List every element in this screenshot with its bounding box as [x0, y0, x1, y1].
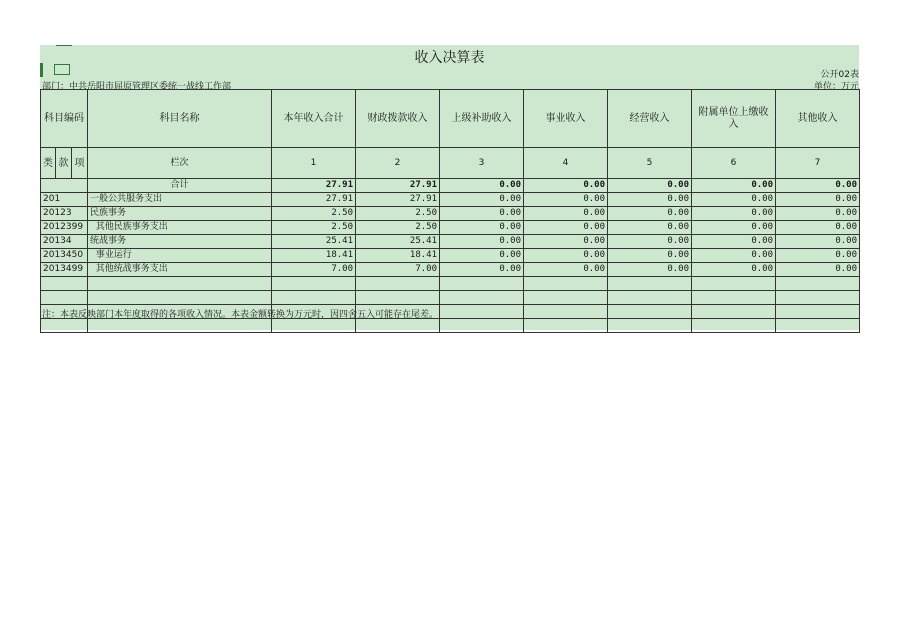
amount-cell: 27.91 [272, 193, 356, 207]
amount-cell: 2.50 [356, 207, 440, 221]
empty-row [41, 277, 860, 291]
amount-cell: 7.00 [356, 263, 440, 277]
amount-cell: 0.00 [692, 221, 776, 235]
total-cell: 0.00 [776, 179, 860, 193]
table-row [41, 249, 860, 263]
subject-code: 2013450 [41, 249, 88, 263]
table-row [41, 235, 860, 249]
amount-cell: 0.00 [608, 235, 692, 249]
total-cell: 0.00 [440, 179, 524, 193]
amount-cell: 0.00 [776, 193, 860, 207]
amount-cell: 18.41 [272, 249, 356, 263]
amount-cell: 0.00 [524, 235, 608, 249]
amount-cell: 0.00 [440, 207, 524, 221]
amount-cell: 0.00 [440, 235, 524, 249]
col-num: 3 [440, 148, 524, 179]
amount-cell: 0.00 [524, 249, 608, 263]
amount-cell: 0.00 [440, 249, 524, 263]
amount-cell: 0.00 [776, 249, 860, 263]
col-num: 1 [272, 148, 356, 179]
amount-cell: 2.50 [272, 221, 356, 235]
header-operating: 经营收入 [608, 90, 692, 148]
subject-name: 一般公共服务支出 [88, 193, 272, 207]
amount-cell: 0.00 [440, 193, 524, 207]
total-row [41, 179, 860, 193]
form-code: 公开02表 [820, 70, 859, 80]
header-xiang: 项 [72, 148, 88, 179]
table-row [41, 263, 860, 277]
amount-cell: 0.00 [692, 193, 776, 207]
amount-cell: 0.00 [608, 249, 692, 263]
lanci-label: 栏次 [88, 148, 272, 179]
subject-name: 统战事务 [88, 235, 272, 249]
header-lei: 类 [41, 148, 56, 179]
amount-cell: 0.00 [692, 235, 776, 249]
amount-cell: 0.00 [440, 263, 524, 277]
header-business: 事业收入 [524, 90, 608, 148]
amount-cell: 0.00 [524, 193, 608, 207]
header-code: 科目编码 [41, 90, 88, 148]
amount-cell: 0.00 [608, 263, 692, 277]
amount-cell: 0.00 [440, 221, 524, 235]
subject-name: 事业运行 [88, 249, 272, 263]
unit-label: 单位：万元 [813, 82, 859, 92]
empty-row [41, 291, 860, 305]
amount-cell: 0.00 [524, 207, 608, 221]
col-num: 7 [776, 148, 860, 179]
subject-name: 民族事务 [88, 207, 272, 221]
table-row [41, 207, 860, 221]
amount-cell: 27.91 [356, 193, 440, 207]
amount-cell: 25.41 [272, 235, 356, 249]
total-cell: 0.00 [692, 179, 776, 193]
subject-name: 其他民族事务支出 [88, 221, 272, 235]
col-num: 5 [608, 148, 692, 179]
amount-cell: 0.00 [524, 221, 608, 235]
footnote: 注：本表反映部门本年度取得的各项收入情况。本表金额转换为万元时，因四舍五入可能存在尾差。 [42, 310, 439, 320]
subject-code: 20134 [41, 235, 88, 249]
header-affiliated: 附属单位上缴收入 [692, 90, 776, 148]
amount-cell: 0.00 [524, 263, 608, 277]
total-cell: 27.91 [356, 179, 440, 193]
subject-code: 2013499 [41, 263, 88, 277]
col-num: 6 [692, 148, 776, 179]
amount-cell: 25.41 [356, 235, 440, 249]
table-row [41, 193, 860, 207]
subject-name: 其他统战事务支出 [88, 263, 272, 277]
total-cell: 0.00 [524, 179, 608, 193]
amount-cell: 0.00 [692, 263, 776, 277]
amount-cell: 0.00 [692, 249, 776, 263]
empty-row [41, 319, 860, 333]
col-num: 2 [356, 148, 440, 179]
amount-cell: 0.00 [692, 207, 776, 221]
amount-cell: 18.41 [356, 249, 440, 263]
header-name: 科目名称 [88, 90, 272, 148]
amount-cell: 0.00 [776, 235, 860, 249]
header-kuan: 款 [56, 148, 72, 179]
amount-cell: 0.00 [608, 221, 692, 235]
amount-cell: 2.50 [272, 207, 356, 221]
amount-cell: 0.00 [776, 221, 860, 235]
subject-code: 2012399 [41, 221, 88, 235]
amount-cell: 0.00 [608, 207, 692, 221]
amount-cell: 0.00 [608, 193, 692, 207]
cell-cursor-marker [56, 45, 72, 46]
table-row [41, 221, 860, 235]
amount-cell: 0.00 [776, 207, 860, 221]
total-label: 合计 [88, 179, 272, 193]
header-other: 其他收入 [776, 90, 860, 148]
total-cell: 27.91 [272, 179, 356, 193]
amount-cell: 0.00 [776, 263, 860, 277]
amount-cell: 2.50 [356, 221, 440, 235]
report-title: 收入决算表 [414, 50, 485, 66]
subject-code: 20123 [41, 207, 88, 221]
header-upper: 上级补助收入 [440, 90, 524, 148]
spreadsheet-sheet [40, 45, 859, 330]
col-num: 4 [524, 148, 608, 179]
income-table [40, 89, 860, 333]
total-cell: 0.00 [608, 179, 692, 193]
header-total: 本年收入合计 [272, 90, 356, 148]
department-label: 部门：中共岳阳市屈原管理区委统一战线工作部 [42, 82, 232, 92]
header-fiscal: 财政拨款收入 [356, 90, 440, 148]
subject-code: 201 [41, 193, 88, 207]
amount-cell: 7.00 [272, 263, 356, 277]
